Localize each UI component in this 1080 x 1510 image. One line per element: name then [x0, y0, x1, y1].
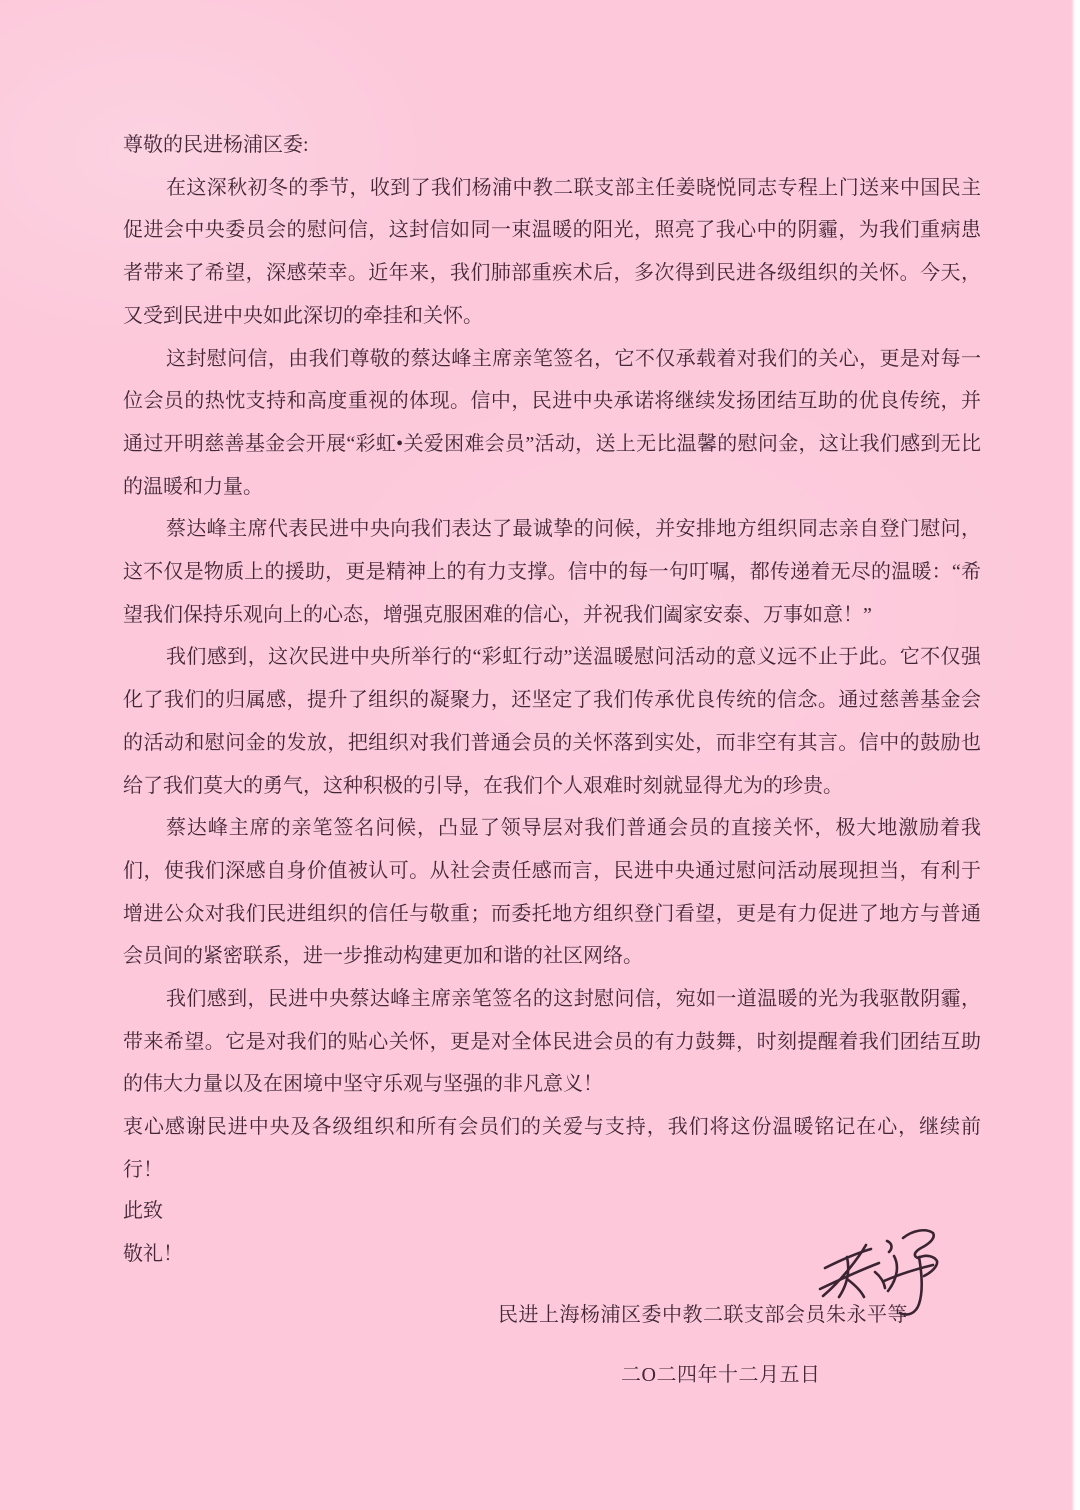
closing-salute: 敬礼！ [123, 1243, 183, 1265]
letter-paragraph: 我们感到，民进中央蔡达峰主席亲笔签名的这封慰问信，宛如一道温暖的光为我驱散阴霾，带来希望。它是对我们的贴心关怀，更是对全体民进会员的有力鼓舞，时刻提醒着我们团结互助的伟大力量以及在困境中坚守乐观与坚强的非凡意义！ [123, 988, 981, 1096]
letter-body [123, 124, 981, 1192]
letter-paragraph: 在这深秋初冬的季节，收到了我们杨浦中教二联支部主任姜晓悦同志专程上门送来中国民主促进会中央委员会的慰问信，这封信如同一束温暖的阳光，照亮了我心中的阴霾，为我们重病患者带来了希望，深感荣幸。近年来，我们肺部重疾术后，多次得到民进各级组织的关怀。今天，又受到民进中央如此深切的牵挂和关怀。 [123, 176, 981, 327]
letter-paragraph: 蔡达峰主席的亲笔签名问候，凸显了领导层对我们普通会员的直接关怀，极大地激励着我们，使我们深感自身价值被认可。从社会责任感而言，民进中央通过慰问活动展现担当，有利于增进公众对我们民进组织的信任与敬重；而委托地方组织登门看望，更是有力促进了地方与普通会员间的紧密联系，进一步推动构建更加和谐的社区网络。 [123, 817, 981, 968]
letter-paragraph: 蔡达峰主席代表民进中央向我们表达了最诚挚的问候，并安排地方组织同志亲自登门慰问，这不仅是物质上的援助，更是精神上的有力支撑。信中的每一句叮嘱，都传递着无尽的温暖：“希望我们保持乐观向上的心态，增强克服困难的信心，并祝我们阖家安泰、万事如意！” [123, 518, 981, 626]
letter-paragraph: 衷心感谢民进中央及各级组织和所有会员们的关爱与支持，我们将这份温暖铭记在心，继续前行！ [123, 1116, 981, 1181]
closing-respectfully: 此致 [123, 1200, 163, 1222]
letter-paragraph: 我们感到，这次民进中央所举行的“彩虹行动”送温暖慰问活动的意义远不止于此。它不仅强化了我们的归属感，提升了组织的凝聚力，还坚定了我们传承优良传统的信念。通过慈善基金会的活动和慰问金的发放，把组织对我们普通会员的关怀落到实处，而非空有其言。信中的鼓励也给了我们莫大的勇气，这种积极的引导，在我们个人艰难时刻就显得尤为的珍贵。 [123, 646, 981, 797]
letter-paragraph: 这封慰问信，由我们尊敬的蔡达峰主席亲笔签名，它不仅承载着对我们的关心，更是对每一位会员的热忱支持和高度重视的体现。信中，民进中央承诺将继续发扬团结互助的优良传统，并通过开明慈善基金会开展“彩虹•关爱困难会员”活动，送上无比温馨的慰问金，这让我们感到无比的温暖和力量。 [123, 347, 981, 498]
salutation: 尊敬的民进杨浦区委: [123, 134, 309, 156]
scan-edge-strip [1071, 0, 1080, 1510]
signer-line: 民进上海杨浦区委中教二联支部会员朱永平等 [498, 1304, 908, 1326]
date-line: 二O二四年十二月五日 [621, 1364, 821, 1386]
